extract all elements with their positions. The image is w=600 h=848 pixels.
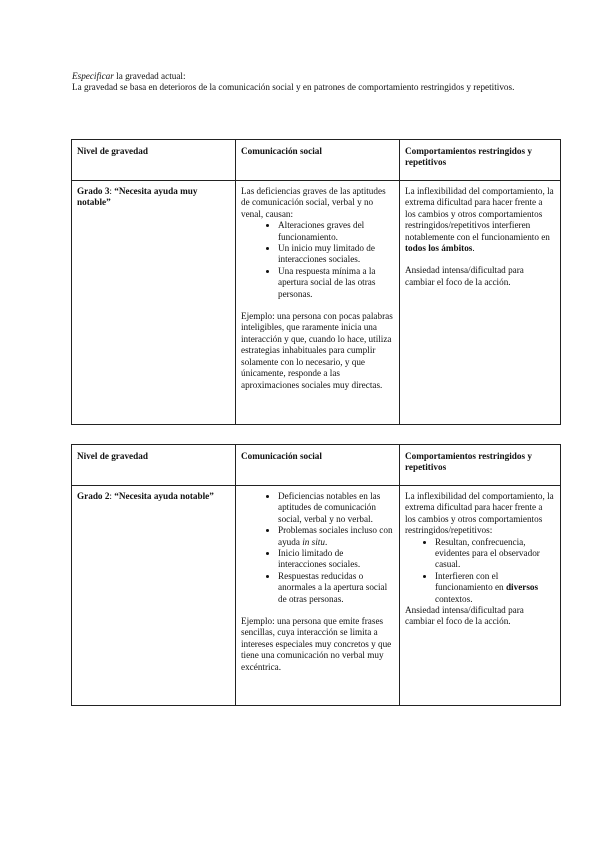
list-item-text: Problemas sociales incluso con ayuda bbox=[278, 525, 393, 547]
list-item: • Resultan, confrecuencia, evidentes para el observador casual. bbox=[435, 537, 555, 571]
grade3-behavior-post: . bbox=[472, 243, 475, 254]
list-item: • Deficiencias notables en las aptitudes de comunicación social, verbal y no verbal. bbox=[278, 491, 394, 525]
grade2-social-list bbox=[241, 491, 394, 605]
header-social: Comunicación social bbox=[236, 140, 400, 181]
severity-basis: La gravedad se basa en deterioros de la comunicación social y en patrones de comportamiento restringidos y repetitivos. bbox=[72, 82, 515, 93]
specify-em: Especificar bbox=[72, 71, 114, 81]
list-item: • Una respuesta mínima a la apertura social de las otras personas. bbox=[278, 266, 394, 300]
specify-rest: la gravedad actual: bbox=[113, 71, 186, 81]
grade2-behavior-cell bbox=[400, 486, 561, 706]
grade2-social-example: Ejemplo: una persona que emite frases sencillas, cuya interacción se limita a intereses especiales muy concretos y que tiene una comunicación no verbal muy excéntrica. bbox=[241, 616, 392, 672]
grade3-behavior-bold: todos los ámbitos bbox=[405, 243, 473, 254]
grade3-social-cell bbox=[236, 181, 400, 425]
list-item bbox=[435, 571, 555, 605]
header-row bbox=[72, 140, 561, 181]
grade3-level-cell: Grado 3: “Necesita ayuda muy notable” bbox=[72, 181, 236, 425]
intro bbox=[72, 71, 532, 94]
grade2-label: Grado 2 bbox=[77, 491, 110, 501]
grade2-level-cell: Grado 2: “Necesita ayuda notable” bbox=[72, 486, 236, 706]
header-behavior: Comportamientos restringidos y repetitivos bbox=[400, 140, 561, 181]
in-situ-em: in situ bbox=[302, 536, 325, 547]
grade3-label: Grado 3 bbox=[77, 186, 110, 196]
header-severity: Nivel de gravedad bbox=[72, 445, 236, 486]
header-severity: Nivel de gravedad bbox=[72, 140, 236, 181]
grade2-behavior-anxiety: Ansiedad intensa/dificultad para cambiar el foco de la acción. bbox=[405, 605, 524, 627]
list-item: • Problemas sociales incluso con ayuda in situ. bbox=[278, 525, 394, 548]
list-item: • Respuestas reducidas o anormales a la apertura social de otras personas. bbox=[278, 571, 394, 605]
header-social: Comunicación social bbox=[236, 445, 400, 486]
specify-line bbox=[72, 71, 532, 82]
grade3-quote: “Necesita ayuda muy notable” bbox=[77, 186, 198, 208]
severity-table-grade3 bbox=[71, 139, 561, 425]
grade3-social-example: Ejemplo: una persona con pocas palabras inteligibles, que raramente inicia una interacción y que, cuando lo hace, utiliza estrategias inhabituales para cumplir solamente con lo necesario, y que únicamente, responde a las aproximaciones sociales muy directas. bbox=[241, 311, 393, 390]
grade3-behavior-cell bbox=[400, 181, 561, 425]
grade2-behavior-intro: La inflexibilidad del comportamiento, la extrema dificultad para hacer frente a los cambios y otros comportamientos restringidos/repetitivos: bbox=[405, 491, 554, 536]
grade3-behavior-text bbox=[405, 186, 555, 254]
severity-table-grade2 bbox=[71, 444, 561, 706]
list-item-post: contextos. bbox=[435, 593, 473, 604]
list-item: • Inicio limitado de interacciones sociales. bbox=[278, 548, 394, 571]
grade2-row bbox=[72, 486, 561, 706]
grade3-behavior-pre: La inflexibilidad del comportamiento, la extrema dificultad para hacer frente a los cambios y otros comportamientos restringidos/repetitivos interfieren notablemente con el funcionamiento en bbox=[405, 186, 554, 242]
list-item-bold: diversos bbox=[505, 582, 539, 593]
list-item: • Un inicio muy limitado de interacciones sociales. bbox=[278, 243, 394, 266]
grade3-social-intro: Las deficiencias graves de las aptitudes de comunicación social, verbal y no venal, causan: bbox=[241, 186, 386, 219]
grade3-social-list bbox=[241, 220, 394, 300]
grade2-social-cell bbox=[236, 486, 400, 706]
header-behavior: Comportamientos restringidos y repetitivos bbox=[400, 445, 561, 486]
grade3-behavior-anxiety: Ansiedad intensa/dificultad para cambiar el foco de la acción. bbox=[405, 265, 524, 287]
list-item-pre: Interfieren con el funcionamiento en bbox=[435, 570, 506, 593]
grade3-row bbox=[72, 181, 561, 425]
grade2-quote: “Necesita ayuda notable” bbox=[114, 491, 214, 501]
grade2-behavior-list bbox=[405, 537, 555, 605]
list-item: • Alteraciones graves del funcionamiento. bbox=[278, 220, 394, 243]
header-row bbox=[72, 445, 561, 486]
